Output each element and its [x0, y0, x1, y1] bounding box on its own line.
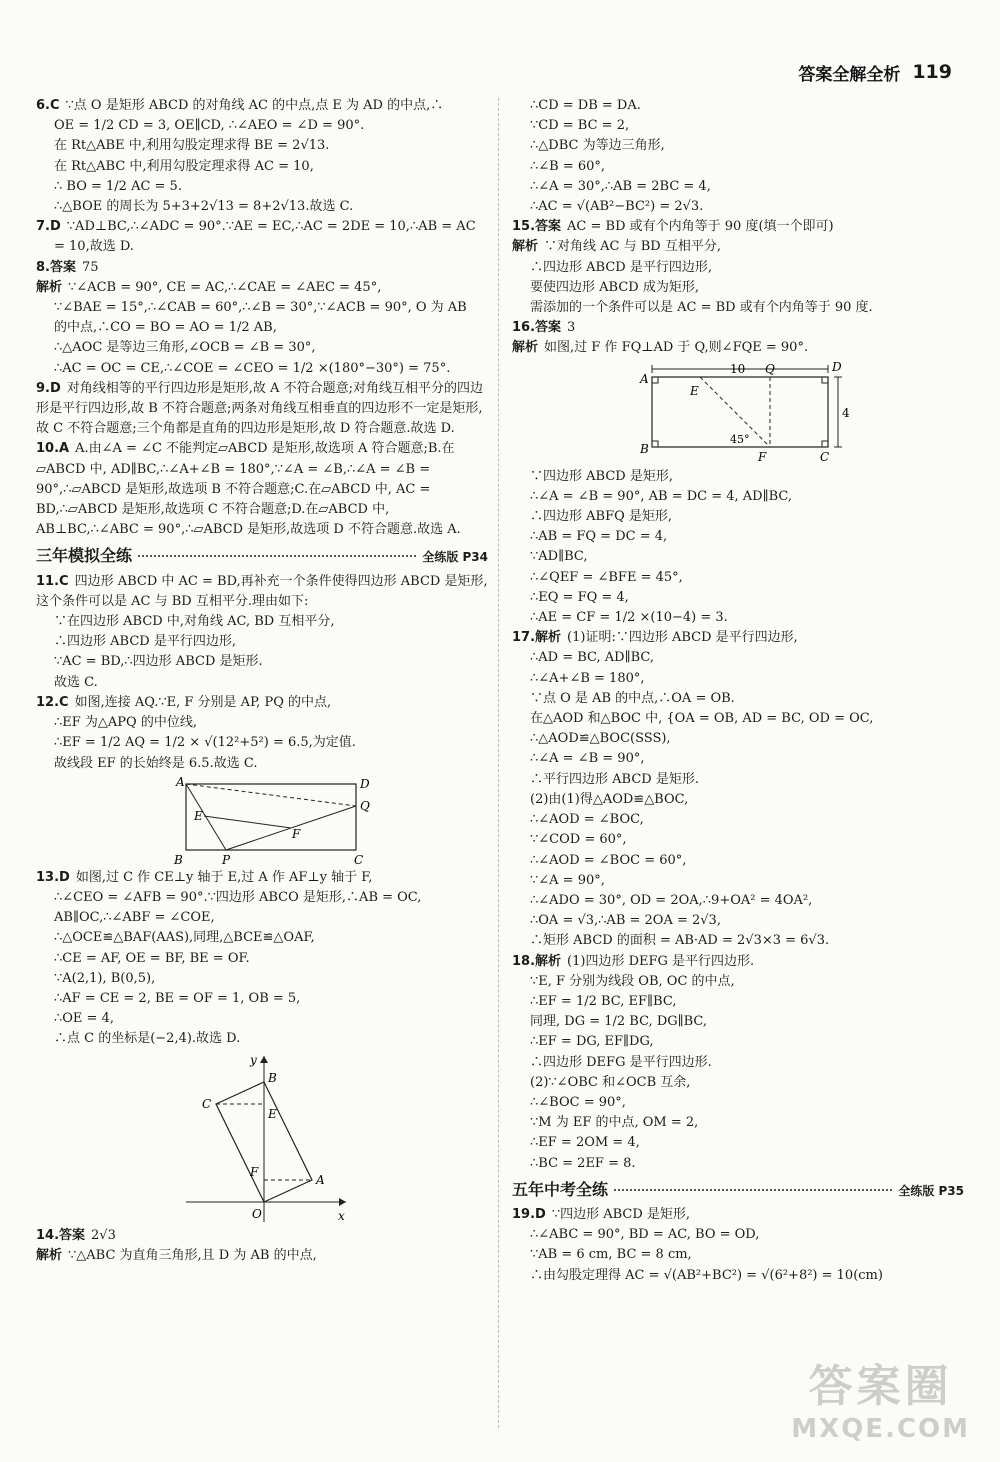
item-text: 要使四边形 ABCD 成为矩形, — [530, 279, 699, 295]
fig13-C: C — [202, 1096, 212, 1111]
item-text: A.由∠A = ∠C 不能判定▱ABCD 是矩形,故选项 A 符合题意;B.在▱ABCD 中, AD∥BC,∴∠A+∠B = 180°,∵∠A = ∠B,∴∠A = ∠B = 90°,∴▱ABCD 是矩形,故选项 B 不符合题意;C.在▱ABCD 中, AC = BD,∴▱ABCD 是矩形,故选项 C 不符合题意;D.在▱ABCD 中, AB⊥BC,∴∠ABC = 90°,∴▱ABCD 是矩形,故选项 D 不符合题意.故选 A. — [36, 441, 461, 538]
item-text: ∵AC = BD,∴四边形 ABCD 是矩形. — [54, 654, 263, 670]
item-text: ∴EF = 1/2 AQ = 1/2 × √(12²+5²) = 6.5,为定值. — [54, 735, 356, 751]
text-line — [512, 749, 964, 769]
item-text: ∵M 为 EF 的中点, OM = 2, — [530, 1115, 699, 1131]
text-line — [512, 669, 964, 689]
item-text: ∴矩形 ABCD 的面积 = AB·AD = 2√3×3 = 6√3. — [530, 933, 830, 949]
text-line — [36, 612, 488, 632]
fig13-y: y — [250, 1052, 257, 1067]
text-line — [36, 237, 488, 257]
item-text: ∴∠ABC = 90°, BD = AC, BO = OD, — [530, 1227, 760, 1243]
text-line — [512, 729, 964, 749]
header-title: 答案全解全析 — [798, 64, 901, 85]
text-line — [512, 1154, 964, 1174]
text-line — [512, 1012, 964, 1032]
text-line — [512, 1073, 964, 1093]
item-text: ∴点 C 的坐标是(−2,4).故选 D. — [54, 1031, 241, 1047]
item-text: 对角线相等的平行四边形是矩形,故 A 不符合题意;对角线互相平分的四边形是平行四边形,故 B 不符合题意;两条对角线互相垂直的四边形不一定是矩形,故 C 不符合题意;三个角都是直角的四边形是矩形,故 D 符合题意.故选 D. — [36, 380, 483, 437]
text-line — [512, 1133, 964, 1153]
watermark-line1: 答案圈 — [808, 1361, 953, 1412]
item-text: AC = BD 或有个内角等于 90 度(填一个即可) — [567, 219, 834, 235]
text-line — [512, 1032, 964, 1052]
item-label: 10.A — [36, 441, 70, 457]
text-line — [512, 237, 964, 257]
fig12-C: C — [354, 852, 364, 866]
fig13-O: O — [252, 1206, 262, 1221]
item-text: ∴四边形 ABCD 是平行四边形, — [54, 634, 236, 650]
item-text: = 10,故选 D. — [54, 239, 134, 255]
fig12-A: A — [176, 775, 185, 789]
text-line — [512, 547, 964, 567]
text-line — [36, 136, 488, 156]
text-line — [512, 1245, 964, 1265]
fig12-B: B — [174, 852, 183, 866]
item-text: ∴△AOC 是等边三角形,∠OCB = ∠B = 30°, — [54, 340, 316, 356]
text-line — [36, 673, 488, 693]
page-header — [798, 58, 952, 86]
item-text: ∴四边形 DEFG 是平行四边形. — [530, 1054, 712, 1070]
item-text: 75 — [81, 259, 99, 275]
item-text: ∴△AOD≌△BOC(SSS), — [530, 731, 671, 747]
section-ref: 全练版 P35 — [898, 1183, 964, 1198]
text-line — [512, 1205, 964, 1225]
item-text: ∵E, F 分别为线段 OB, OC 的中点, — [530, 973, 735, 989]
fig16-h: 4 — [842, 405, 850, 420]
text-line — [36, 116, 488, 136]
left-block-1 — [36, 96, 488, 540]
text-line — [512, 136, 964, 156]
column-divider — [498, 98, 499, 1428]
item-text: 如图,连接 AQ.∵E, F 分别是 AP, PQ 的中点, — [74, 694, 332, 710]
text-line — [36, 278, 488, 298]
item-label: 7.D — [36, 219, 61, 235]
item-text: ∵∠A = 90°, — [530, 872, 605, 888]
item-text: ∵点 O 是 AB 的中点,∴OA = OB. — [530, 690, 735, 706]
item-label: 14.答案 — [36, 1227, 86, 1243]
item-text: (1)证明:∵四边形 ABCD 是平行四边形, — [567, 630, 798, 646]
text-line — [512, 217, 964, 237]
item-text: ∴AC = OC = CE,∴∠COE = ∠CEO = 1/2 ×(180°−30°) = 75°. — [54, 360, 451, 376]
item-text: 如图,过 F 作 FQ⊥AD 于 Q,则∠FQE = 90°. — [544, 340, 809, 356]
text-line — [36, 652, 488, 672]
item-text: ∴AC = √(AB²−BC²) = 2√3. — [530, 199, 704, 215]
text-line — [36, 338, 488, 358]
item-text: ∴AE = CF = 1/2 ×(10−4) = 3. — [530, 610, 728, 626]
item-label: 15.答案 — [512, 219, 562, 235]
right-column — [512, 96, 964, 1286]
text-line — [512, 1113, 964, 1133]
item-label: 6.C — [36, 98, 60, 113]
item-label: 9.D — [36, 380, 61, 396]
item-label: 19.D — [512, 1206, 546, 1222]
right-block-1 — [512, 96, 964, 359]
text-line — [36, 572, 488, 612]
text-line — [36, 888, 488, 928]
item-label: 12.C — [36, 694, 69, 710]
text-line — [512, 278, 964, 298]
right-block-3 — [512, 1205, 964, 1286]
item-text: ∴∠BOC = 90°, — [530, 1094, 626, 1110]
fig16-ang: 45° — [730, 432, 750, 446]
item-text: ∴EF = DG, EF∥DG, — [530, 1034, 654, 1050]
fig12-F: F — [292, 826, 301, 841]
item-label: 11.C — [36, 573, 69, 589]
text-line — [512, 157, 964, 177]
fig16-Q: Q — [765, 361, 775, 376]
item-text: ∵点 O 是矩形 ABCD 的对角线 AC 的中点,点 E 为 AD 的中点,∴ — [65, 98, 444, 113]
item-label: 16.答案 — [512, 320, 562, 336]
item-text: ∴∠QEF = ∠BFE = 45°, — [530, 569, 683, 585]
item-text: 3 — [567, 320, 576, 336]
item-text: ∵在四边形 ABCD 中,对角线 AC, BD 互相平分, — [54, 614, 335, 630]
item-text: ∴∠CEO = ∠AFB = 90°.∵四边形 ABCO 是矩形,∴AB = OC, AB∥OC,∴∠ABF = ∠COE, — [54, 889, 426, 926]
left-block-2 — [36, 572, 488, 774]
right-block-2 — [512, 467, 964, 1174]
text-line — [512, 648, 964, 668]
text-line — [512, 588, 964, 608]
text-line — [36, 1226, 488, 1246]
item-text: ∵CD = BC = 2, — [530, 118, 630, 134]
item-label: 13.D — [36, 869, 70, 885]
text-line — [36, 868, 488, 888]
text-line — [512, 790, 964, 810]
fig16-E: E — [690, 383, 699, 398]
text-line — [512, 851, 964, 871]
item-text: ∴∠AOD = ∠BOC, — [530, 812, 644, 828]
item-text: 同理, DG = 1/2 BC, DG∥BC, — [530, 1014, 708, 1030]
left-column — [36, 96, 488, 1266]
item-text: ∴△OCE≌△BAF(AAS),同理,△BCE≌△OAF, — [54, 930, 315, 946]
text-line — [512, 891, 964, 911]
text-line — [512, 177, 964, 197]
item-text: ∴CD = DB = DA. — [530, 98, 641, 113]
text-line — [512, 116, 964, 136]
text-line — [512, 952, 964, 972]
watermark-line2: MXQE.COM — [791, 1414, 970, 1444]
text-line — [36, 969, 488, 989]
fig16-D: D — [832, 360, 842, 374]
item-text: ∵AD∥BC, — [530, 549, 588, 565]
text-line — [512, 298, 964, 318]
item-text: 2√3 — [91, 1227, 116, 1243]
section-dots — [138, 555, 416, 557]
item-text: ∵∠BAE = 15°,∴∠CAB = 60°,∴∠B = 30°,∵∠ACB = 90°, O 为 AB — [54, 300, 467, 316]
fig12-D: D — [360, 776, 370, 791]
item-text: ∴四边形 ABFQ 是矩形, — [530, 509, 673, 525]
text-line — [36, 359, 488, 379]
item-text: ∴∠A+∠B = 180°, — [530, 670, 645, 686]
item-text: ∵△ABC 为直角三角形,且 D 为 AB 的中点, — [68, 1247, 317, 1263]
text-line — [512, 1093, 964, 1113]
item-text: ∴AF = CE = 2, BE = OF = 1, OB = 5, — [54, 990, 301, 1006]
item-text: ∴由勾股定理得 AC = √(AB²+BC²) = √(6²+8²) = 10(cm) — [530, 1267, 883, 1283]
item-text: ∴平行四边形 ABCD 是矩形. — [530, 771, 699, 787]
item-text: ∴四边形 ABCD 是平行四边形, — [530, 259, 712, 275]
text-line — [36, 949, 488, 969]
text-line — [512, 810, 964, 830]
item-text: ∴EQ = FQ = 4, — [530, 589, 629, 605]
item-text: ∴EF = 1/2 BC, EF∥BC, — [530, 993, 677, 1009]
text-line — [36, 632, 488, 652]
item-text: 故选 C. — [54, 674, 98, 690]
text-line — [512, 507, 964, 527]
text-line — [512, 527, 964, 547]
text-line — [512, 1266, 964, 1286]
section-header-five-year — [512, 1180, 964, 1201]
text-line — [512, 318, 964, 338]
section-header-three-year — [36, 546, 488, 567]
fig13-x: x — [338, 1208, 345, 1223]
item-text: ∴∠A = ∠B = 90°, — [530, 751, 645, 767]
fig16-C: C — [820, 449, 830, 464]
text-line — [512, 338, 964, 358]
fig13-B: B — [268, 1070, 277, 1085]
item-label: 解析 — [512, 340, 539, 356]
text-line — [36, 258, 488, 278]
item-text: 如图,过 C 作 CE⊥y 轴于 E,过 A 作 AF⊥y 轴于 F, — [75, 869, 373, 885]
text-line — [512, 931, 964, 951]
item-text: ∵四边形 ABCD 是矩形, — [530, 468, 673, 484]
item-text: ∴AB = FQ = DC = 4, — [530, 529, 668, 545]
text-line — [512, 689, 964, 709]
item-label: 解析 — [512, 239, 539, 255]
text-line — [512, 1225, 964, 1245]
text-line — [512, 96, 964, 116]
text-line — [512, 830, 964, 850]
fig12-Q: Q — [360, 798, 370, 813]
fig13-A: A — [316, 1172, 325, 1187]
fig16-B: B — [640, 441, 649, 456]
text-line — [512, 608, 964, 628]
item-text: 需添加的一个条件可以是 AC = BD 或有个内角等于 90 度. — [530, 300, 873, 316]
text-line — [36, 379, 488, 440]
section-ref: 全练版 P34 — [422, 550, 488, 565]
item-text: ∴∠A = ∠B = 90°, AB = DC = 4, AD∥BC, — [530, 488, 793, 504]
item-text: (1)四边形 DEFG 是平行四边形. — [567, 953, 755, 969]
watermark — [791, 1350, 970, 1444]
item-text: ∴∠A = 30°,∴AB = 2BC = 4, — [530, 178, 711, 194]
figure-12 — [36, 776, 488, 866]
text-line — [36, 439, 488, 540]
fig16-F: F — [758, 449, 767, 464]
text-line — [36, 713, 488, 733]
section-dots — [614, 1189, 892, 1191]
item-text: 故线段 EF 的长始终是 6.5.故选 C. — [54, 755, 258, 771]
figure-16 — [512, 361, 964, 465]
page-number: 119 — [912, 61, 952, 83]
text-line — [36, 157, 488, 177]
item-label: 8.答案 — [36, 259, 76, 275]
text-line — [512, 911, 964, 931]
item-text: 四边形 ABCD 中 AC = BD,再补充一个条件使得四边形 ABCD 是矩形,这个条件可以是 AC 与 BD 互相平分.理由如下: — [36, 573, 488, 609]
text-line — [36, 693, 488, 713]
text-line — [36, 754, 488, 774]
item-text: ∴OA = √3,∴AB = 2OA = 2√3, — [530, 913, 721, 929]
text-line — [512, 487, 964, 507]
item-text: ∴∠B = 60°, — [530, 158, 606, 174]
item-text: ∵四边形 ABCD 是矩形, — [551, 1206, 691, 1222]
item-text: ∴∠ADO = 30°, OD = 2OA,∴9+OA² = 4OA², — [530, 892, 813, 908]
item-text: ∴EF 为△APQ 的中位线, — [54, 715, 197, 731]
item-text: ∴OE = 4, — [54, 1011, 114, 1027]
text-line — [512, 992, 964, 1012]
fig13-E: E — [268, 1106, 277, 1121]
item-text: 在 Rt△ABE 中,利用勾股定理求得 BE = 2√13. — [54, 138, 330, 154]
fig12-E: E — [194, 808, 203, 823]
item-text: 在 Rt△ABC 中,利用勾股定理求得 AC = 10, — [54, 158, 314, 174]
text-line — [512, 568, 964, 588]
item-label: 18.解析 — [512, 953, 562, 969]
item-text: ∴AD = BC, AD∥BC, — [530, 650, 655, 666]
text-line — [512, 628, 964, 648]
text-line — [36, 928, 488, 948]
fig16-A: A — [640, 371, 649, 386]
text-line — [36, 298, 488, 318]
item-text: ∴EF = 2OM = 4, — [530, 1135, 640, 1151]
text-line — [36, 989, 488, 1009]
item-text: OE = 1/2 CD = 3, OE∥CD, ∴∠AEO = ∠D = 90°. — [54, 118, 365, 134]
item-label: 17.解析 — [512, 630, 562, 646]
text-line — [36, 1029, 488, 1049]
text-line — [36, 96, 488, 116]
text-line — [512, 871, 964, 891]
item-text: ∵∠COD = 60°, — [530, 832, 627, 848]
fig12-P: P — [222, 852, 231, 866]
text-line — [512, 972, 964, 992]
item-text: 在△AOD 和△BOC 中, {OA = OB, AD = BC, OD = OC, — [530, 711, 874, 727]
left-block-3 — [36, 868, 488, 1050]
text-line — [36, 318, 488, 338]
text-line — [512, 770, 964, 790]
item-text: ∴BC = 2EF = 8. — [530, 1155, 636, 1171]
text-line — [36, 1009, 488, 1029]
item-text: ∴ BO = 1/2 AC = 5. — [54, 178, 182, 194]
text-line — [512, 258, 964, 278]
section-title: 三年模拟全练 — [36, 546, 133, 566]
item-text: (2)由(1)得△AOD≌△BOC, — [530, 791, 689, 807]
item-label: 解析 — [36, 1247, 63, 1263]
item-text: ∵AB = 6 cm, BC = 8 cm, — [530, 1247, 692, 1263]
item-label: 解析 — [36, 279, 63, 295]
text-line — [36, 217, 488, 237]
text-line — [36, 177, 488, 197]
item-text: ∴∠AOD = ∠BOC = 60°, — [530, 852, 687, 868]
text-line — [36, 1246, 488, 1266]
figure-13 — [36, 1052, 488, 1224]
text-line — [512, 709, 964, 729]
fig16-len: 10 — [730, 361, 746, 376]
fig13-F: F — [250, 1164, 259, 1179]
text-line — [512, 197, 964, 217]
item-text: ∴CE = AF, OE = BF, BE = OF. — [54, 950, 250, 966]
item-text: ∵∠ACB = 90°, CE = AC,∴∠CAE = ∠AEC = 45°, — [68, 279, 382, 295]
text-line — [36, 197, 488, 217]
left-block-4 — [36, 1226, 488, 1266]
item-text: ∵A(2,1), B(0,5), — [54, 970, 156, 986]
section-title: 五年中考全练 — [512, 1179, 609, 1199]
item-text: ∵对角线 AC 与 BD 互相平分, — [544, 239, 721, 255]
item-text: ∴△BOE 的周长为 5+3+2√13 = 8+2√13.故选 C. — [54, 199, 354, 215]
item-text: (2)∵∠OBC 和∠OCB 互余, — [530, 1074, 691, 1090]
item-text: ∴△DBC 为等边三角形, — [530, 138, 665, 154]
text-line — [36, 733, 488, 753]
text-line — [512, 1053, 964, 1073]
item-text: ∵AD⊥BC,∴∠ADC = 90°.∵AE = EC,∴AC = 2DE = 10,∴AB = AC — [66, 219, 476, 235]
text-line — [512, 467, 964, 487]
item-text: 的中点,∴CO = BO = AO = 1/2 AB, — [54, 320, 277, 336]
